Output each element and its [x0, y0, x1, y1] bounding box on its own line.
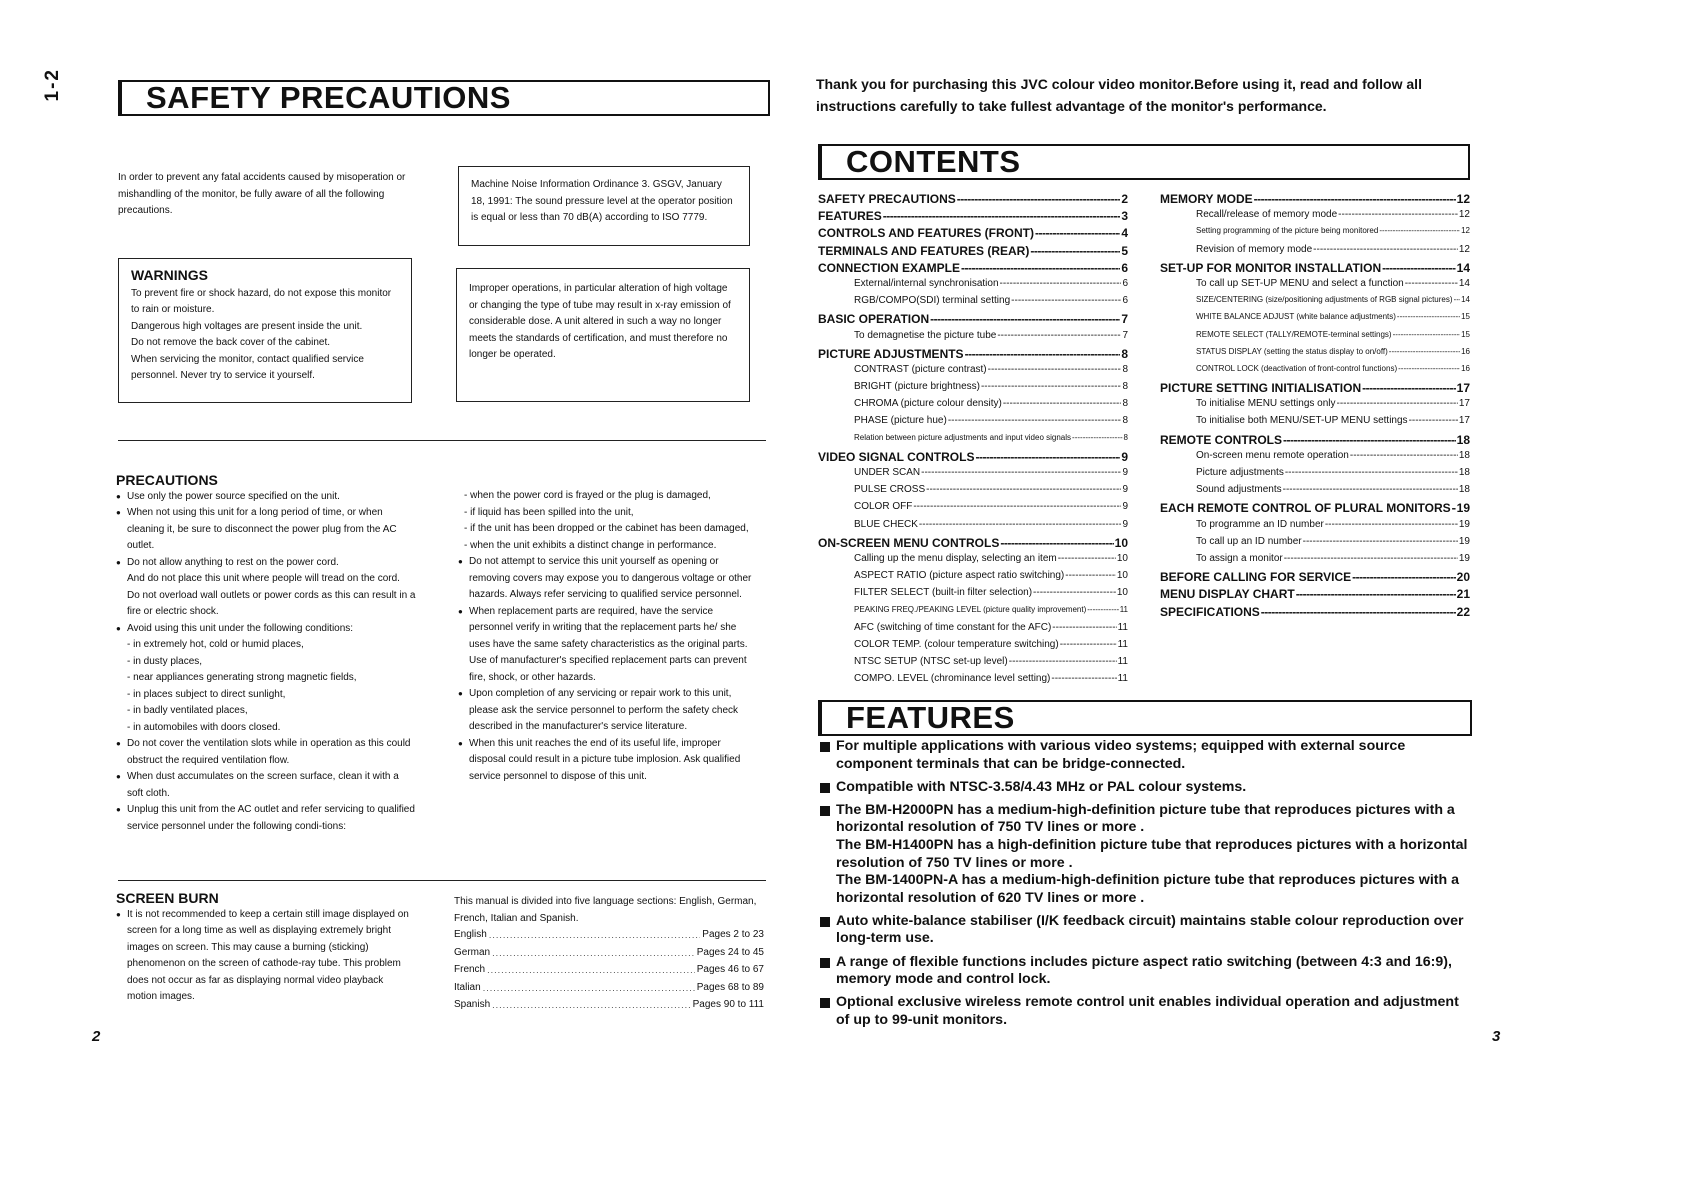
toc-page: 11 — [1117, 621, 1128, 633]
toc-subentry — [818, 622, 1128, 639]
page-number-left: 2 — [92, 1028, 101, 1045]
toc-page: 8 — [1121, 346, 1128, 361]
toc-entry — [818, 536, 1128, 553]
toc-subentry — [818, 570, 1128, 587]
language-pages: Pages 46 to 67 — [696, 964, 764, 975]
service-condition: - if the unit has been dropped or the cabinet has been damaged, — [464, 523, 749, 534]
toc-page: 16 — [1461, 363, 1470, 373]
toc-label: PHASE (picture hue) — [854, 415, 947, 427]
toc-page: 10 — [1116, 552, 1128, 564]
toc-leader — [1051, 673, 1116, 684]
toc-leader — [1261, 605, 1456, 619]
toc-subentry — [818, 587, 1128, 604]
toc-page: 9 — [1122, 501, 1128, 513]
precaution-item: ● Do not cover the ventilation slots while in operation as this could obstruct the required ventilation flow. — [116, 736, 416, 769]
language-pages: Pages 24 to 45 — [696, 946, 764, 958]
toc-leader — [1060, 639, 1117, 650]
toc-page: 18 — [1456, 432, 1470, 447]
toc-label: FILTER SELECT (built-in filter selection) — [854, 587, 1033, 599]
toc-leader — [1325, 519, 1458, 530]
toc-leader — [988, 364, 1122, 375]
toc-leader — [1011, 295, 1121, 306]
toc-leader — [948, 415, 1122, 426]
toc-page: 11 — [1117, 673, 1128, 685]
toc-subentry — [818, 295, 1128, 312]
toc-leader — [1052, 622, 1116, 633]
toc-label: Calling up the menu display, selecting an item — [854, 552, 1057, 564]
toc-leader — [1065, 570, 1116, 581]
page-number-right: 3 — [1492, 1028, 1501, 1045]
toc-label: To initialise both MENU/SET-UP MENU settings — [1196, 415, 1408, 427]
feature-item: A range of flexible functions includes picture aspect ratio switching (between 4:3 and 16:9), memory mode and control lock. — [818, 954, 1474, 989]
toc-subentry — [1160, 536, 1470, 553]
divider — [118, 880, 766, 881]
toc-label: To programme an ID number — [1196, 518, 1324, 530]
thank-you-text: Thank you for purchasing this JVC colour video monitor.Before using it, read and follow all instructions carefully to take fullest advantage of the monitor's performance. — [816, 76, 1422, 114]
toc-label: SAFETY PRECAUTIONS — [818, 192, 956, 206]
toc-label: ASPECT RATIO (picture aspect ratio switching) — [854, 570, 1065, 582]
toc-leader — [965, 347, 1121, 361]
toc-page: 22 — [1456, 604, 1470, 619]
toc-page: 10 — [1116, 587, 1128, 599]
toc-page: 9 — [1122, 518, 1128, 530]
language-row — [454, 980, 764, 998]
toc-leader — [957, 192, 1121, 206]
toc-entry — [818, 244, 1128, 261]
toc-leader — [1087, 605, 1118, 614]
language-name: German — [454, 946, 491, 958]
toc-page: 19 — [1456, 501, 1470, 516]
toc-page: 12 — [1458, 243, 1470, 255]
language-pages: Pages 90 to 111 — [692, 999, 764, 1010]
toc-page: 18 — [1458, 449, 1470, 461]
toc-leader — [975, 450, 1120, 464]
toc-column-right — [1160, 192, 1470, 622]
toc-label: Relation between picture adjustments and input video signals — [854, 432, 1072, 442]
toc-label: BASIC OPERATION — [818, 312, 930, 327]
toc-leader — [961, 261, 1120, 275]
warning-line: To prevent fire or shock hazard, do not expose this monitor to rain or moisture. — [131, 287, 392, 315]
toc-label: On-screen menu remote operation — [1196, 449, 1349, 461]
language-row — [454, 927, 764, 945]
toc-page: 17 — [1456, 381, 1470, 396]
toc-label: BRIGHT (picture brightness) — [854, 381, 980, 393]
toc-page: 18 — [1458, 484, 1470, 496]
toc-page: 6 — [1122, 295, 1128, 307]
toc-subentry — [1160, 467, 1470, 484]
language-name: Spanish — [454, 999, 491, 1010]
toc-subentry — [818, 381, 1128, 398]
precaution-item: ● When replacement parts are required, have the service personnel verify in writing that the replacement parts he/ she uses have the same safety characteristics as the original parts. Use of manufacturer's specified replacement parts can prevent fire, shock, or other hazards. — [458, 604, 758, 687]
toc-page: 5 — [1121, 243, 1128, 258]
toc-label: AFC (switching of time constant for the AFC) — [854, 621, 1052, 633]
toc-entry — [818, 261, 1128, 278]
condition-item: - in automobiles with doors closed. — [127, 721, 281, 733]
toc-subentry — [818, 415, 1128, 432]
screen-burn-text: ● It is not recommended to keep a certain still image displayed on screen for a long time as well as displaying extremely bright images on screen. This may cause a burning (sticking) phenomenon on the screen of cathode-ray tube. This problem does not occur as far as displaying normal video playback motion images. — [116, 907, 416, 1006]
features-title — [818, 700, 1472, 736]
language-sections — [454, 894, 764, 1015]
toc-page: 9 — [1122, 484, 1128, 496]
toc-page: 4 — [1121, 226, 1128, 241]
toc-leader — [883, 209, 1121, 223]
toc-page: 8 — [1122, 398, 1128, 410]
toc-leader — [1337, 398, 1458, 409]
screen-burn-section — [116, 890, 416, 1006]
toc-subentry — [818, 639, 1128, 656]
toc-page: 8 — [1123, 432, 1128, 442]
toc-page: 7 — [1121, 312, 1128, 327]
side-page-label: 1-2 — [42, 68, 63, 102]
toc-leader — [1313, 244, 1458, 255]
toc-entry — [818, 347, 1128, 364]
toc-entry — [1160, 605, 1470, 622]
toc-subentry — [818, 433, 1128, 450]
toc-leader — [1003, 398, 1122, 409]
divider — [118, 440, 766, 441]
safety-title-text: SAFETY PRECAUTIONS — [146, 80, 511, 115]
features-list — [818, 738, 1474, 1035]
toc-page: 8 — [1122, 415, 1128, 427]
toc-label: MEMORY MODE — [1160, 192, 1253, 206]
condition-item: - in dusty places, — [127, 655, 203, 667]
toc-page: 3 — [1121, 209, 1128, 224]
toc-page: 12 — [1458, 209, 1470, 221]
toc-label: REMOTE CONTROLS — [1160, 432, 1282, 447]
contents-title-text: CONTENTS — [846, 144, 1021, 179]
toc-subentry — [818, 484, 1128, 501]
toc-leader — [919, 519, 1122, 530]
toc-subentry — [818, 605, 1128, 622]
condition-item: - in places subject to direct sunlight, — [127, 688, 286, 700]
precaution-item: ● Avoid using this unit under the following conditions: — [116, 621, 416, 638]
toc-page: 9 — [1121, 449, 1128, 464]
toc-entry — [818, 192, 1128, 209]
toc-page: 19 — [1458, 552, 1470, 564]
toc-leader — [1382, 261, 1456, 275]
toc-subentry — [1160, 330, 1470, 347]
toc-page: 6 — [1122, 277, 1128, 289]
toc-label: UNDER SCAN — [854, 467, 921, 478]
toc-subentry — [818, 398, 1128, 415]
toc-label: BEFORE CALLING FOR SERVICE — [1160, 570, 1352, 585]
toc-subentry — [818, 673, 1128, 690]
toc-label: To initialise MENU settings only — [1196, 398, 1336, 410]
toc-leader — [1033, 587, 1116, 598]
toc-label: PULSE CROSS — [854, 484, 926, 496]
toc-label: CHROMA (picture colour density) — [854, 398, 1002, 410]
toc-page: 19 — [1458, 518, 1470, 530]
toc-entry — [1160, 587, 1470, 604]
toc-label: Picture adjustments — [1196, 467, 1284, 478]
toc-entry — [818, 226, 1128, 243]
precaution-subtext: And do not place this unit where people will tread on the cord. — [127, 573, 400, 584]
feature-model-line: The BM-H2000PN has a medium-high-definition picture tube that reproduces pictures with a horizontal resolution of 750 TV lines or more . — [836, 801, 1455, 836]
toc-subentry — [818, 553, 1128, 570]
toc-page: 9 — [1122, 467, 1128, 478]
toc-entry — [818, 450, 1128, 467]
toc-leader — [1000, 278, 1122, 289]
toc-entry — [818, 209, 1128, 226]
toc-leader — [1452, 501, 1456, 515]
precautions-continued — [458, 488, 758, 785]
condition-item: - near appliances generating strong magnetic fields, — [127, 672, 357, 683]
toc-entry — [1160, 433, 1470, 450]
toc-leader — [981, 381, 1121, 392]
toc-label: To call up SET-UP MENU and select a function — [1196, 277, 1404, 289]
precaution-item: ● When this unit reaches the end of its useful life, improper disposal could result in a picture tube implosion. Ask qualified service personnel to dispose of this unit. — [458, 736, 758, 786]
toc-subentry — [818, 467, 1128, 484]
feature-model-line: The BM-H1400PN has a high-definition picture tube that reproduces pictures with a horizontal resolution of 750 TV lines or more . — [836, 836, 1468, 871]
toc-page: 17 — [1458, 398, 1470, 410]
toc-page: 14 — [1461, 295, 1470, 305]
toc-subentry — [1160, 312, 1470, 329]
precautions-section — [116, 472, 416, 835]
toc-page: 7 — [1122, 329, 1128, 341]
toc-label: CONNECTION EXAMPLE — [818, 260, 961, 275]
toc-page: 10 — [1114, 535, 1128, 550]
toc-label: To demagnetise the picture tube — [854, 329, 997, 341]
precaution-item: ● Upon completion of any servicing or repair work to this unit, please ask the service personnel to perform the safety check described in the manufacturer's service literature. — [458, 686, 758, 736]
toc-leader — [930, 312, 1120, 326]
toc-subentry — [1160, 519, 1470, 536]
toc-leader — [1000, 536, 1113, 550]
toc-label: Sound adjustments — [1196, 484, 1282, 496]
feature-item — [818, 802, 1474, 908]
toc-page: 11 — [1119, 604, 1128, 614]
toc-leader — [1030, 244, 1120, 258]
toc-leader — [1296, 587, 1456, 601]
toc-leader — [1284, 553, 1458, 564]
improper-operation-box — [456, 268, 750, 402]
language-name: English — [454, 929, 487, 940]
toc-column-left — [818, 192, 1128, 690]
toc-page: 16 — [1461, 346, 1470, 356]
toc-entry — [1160, 570, 1470, 587]
toc-leader — [1398, 364, 1460, 373]
language-name: French — [454, 964, 486, 975]
toc-label: EACH REMOTE CONTROL OF PLURAL MONITORS — [1160, 501, 1451, 516]
screen-burn-heading: SCREEN BURN — [116, 890, 219, 906]
toc-page: 11 — [1117, 656, 1128, 668]
toc-page: 10 — [1116, 570, 1128, 582]
precaution-item: ● Use only the power source specified on the unit. — [116, 489, 416, 506]
toc-leader — [926, 484, 1121, 495]
toc-label: External/internal synchronisation — [854, 277, 999, 289]
precaution-item: ● When dust accumulates on the screen surface, clean it with a soft cloth. — [116, 769, 416, 802]
feature-model-line: The BM-1400PN-A has a medium-high-definition picture tube that reproduces pictures with a horizontal resolution of 620 TV lines or more . — [836, 872, 1460, 906]
toc-subentry — [1160, 226, 1470, 243]
toc-label: MENU DISPLAY CHART — [1160, 587, 1295, 602]
toc-leader — [1350, 450, 1458, 461]
toc-label: SPECIFICATIONS — [1160, 604, 1260, 619]
toc-label: RGB/COMPO(SDI) terminal setting — [854, 295, 1011, 307]
toc-page: 8 — [1122, 381, 1128, 393]
toc-page: 14 — [1456, 260, 1470, 275]
toc-subentry — [1160, 415, 1470, 432]
language-pages: Pages 2 to 23 — [702, 929, 764, 940]
toc-page: 19 — [1458, 535, 1470, 547]
toc-subentry — [818, 501, 1128, 518]
toc-leader — [1283, 433, 1456, 447]
toc-label: WHITE BALANCE ADJUST (white balance adjustments) — [1196, 312, 1396, 322]
feature-item: Compatible with NTSC-3.58/4.43 MHz or PAL colour systems. — [818, 779, 1474, 797]
safety-precautions-title — [118, 80, 770, 116]
language-row — [454, 997, 764, 1015]
toc-label: Recall/release of memory mode — [1196, 209, 1338, 221]
toc-page: 15 — [1461, 312, 1470, 322]
precaution-item: ● Unplug this unit from the AC outlet and refer servicing to qualified service personnel under the following condi-tions: — [116, 802, 416, 835]
toc-leader — [1405, 278, 1458, 289]
toc-page: 12 — [1461, 226, 1470, 236]
toc-label: COMPO. LEVEL (chrominance level setting) — [854, 673, 1051, 685]
language-name: Italian — [454, 981, 481, 993]
improper-notice-text: Improper operations, in particular alteration of high voltage or changing the type of tube may result in x-ray emission of considerable dose. A unit altered in such a way no longer meets the standards of certification, and must therefore no longer be operated. — [469, 283, 731, 360]
toc-leader — [1303, 536, 1458, 547]
toc-subentry — [1160, 295, 1470, 312]
toc-label: ON-SCREEN MENU CONTROLS — [818, 535, 1000, 550]
toc-leader — [1338, 209, 1458, 220]
language-row — [454, 962, 764, 980]
toc-page: 8 — [1122, 363, 1128, 375]
toc-subentry — [1160, 398, 1470, 415]
toc-leader — [1379, 226, 1460, 235]
toc-label: CONTROLS AND FEATURES (FRONT) — [818, 226, 1034, 241]
toc-page: 17 — [1458, 415, 1470, 427]
language-pages: Pages 68 to 89 — [696, 981, 764, 993]
toc-leader — [1035, 226, 1120, 240]
toc-label: COLOR OFF — [854, 501, 913, 513]
language-intro: This manual is divided into five language sections: English, German, French, Italian and Spanish. — [454, 896, 757, 924]
feature-item: For multiple applications with various video systems; equipped with external source component terminals that can be bridge-connected. — [818, 738, 1474, 773]
condition-item: - in badly ventilated places, — [127, 705, 248, 716]
toc-entry — [1160, 261, 1470, 278]
toc-leader — [1454, 295, 1461, 304]
toc-subentry — [1160, 450, 1470, 467]
toc-leader — [1397, 312, 1460, 321]
noise-notice-text: Machine Noise Information Ordinance 3. GSGV, January 18, 1991: The sound pressure level at the operator position is equal or less than 70 dB(A) according to ISO 7779. — [471, 179, 733, 223]
toc-subentry — [818, 278, 1128, 295]
toc-label: PICTURE ADJUSTMENTS — [818, 346, 964, 361]
safety-intro: In order to prevent any fatal accidents caused by misoperation or mishandling of the monitor, be fully aware of all the following precautions. — [118, 172, 406, 216]
toc-leader — [1283, 484, 1458, 495]
toc-subentry — [1160, 278, 1470, 295]
toc-leader — [1393, 330, 1460, 339]
toc-page: 12 — [1456, 192, 1470, 206]
toc-label: SET-UP FOR MONITOR INSTALLATION — [1160, 260, 1382, 275]
toc-leader — [1254, 192, 1456, 206]
warnings-heading: WARNINGS — [131, 267, 208, 283]
toc-entry — [1160, 501, 1470, 518]
warning-line: Dangerous high voltages are present inside the unit. — [131, 320, 363, 332]
toc-label: VIDEO SIGNAL CONTROLS — [818, 449, 975, 464]
toc-label: CONTROL LOCK (deactivation of front-control functions) — [1196, 363, 1398, 373]
toc-label: SIZE/CENTERING (size/positioning adjustments of RGB signal pictures) — [1196, 295, 1453, 305]
toc-label: To call up an ID number — [1196, 535, 1302, 547]
toc-entry — [1160, 192, 1470, 209]
toc-label: BLUE CHECK — [854, 518, 918, 530]
toc-label: Revision of memory mode — [1196, 243, 1313, 255]
toc-page: 15 — [1461, 329, 1470, 339]
toc-leader — [997, 330, 1121, 341]
toc-subentry — [818, 519, 1128, 536]
noise-notice-box — [458, 166, 750, 246]
toc-page: 11 — [1117, 638, 1128, 650]
toc-subentry — [1160, 244, 1470, 261]
toc-leader — [1285, 467, 1458, 478]
toc-label: NTSC SETUP (NTSC set-up level) — [854, 656, 1008, 668]
precaution-item: ● Do not allow anything to rest on the power cord. — [116, 555, 416, 572]
toc-subentry — [1160, 347, 1470, 364]
feature-item: Auto white-balance stabiliser (I/K feedback circuit) maintains stable colour reproduction over long-term use. — [818, 913, 1474, 948]
toc-entry — [818, 312, 1128, 329]
toc-leader — [1009, 656, 1117, 667]
toc-subentry — [1160, 364, 1470, 381]
toc-leader — [1352, 570, 1456, 584]
warning-line: When servicing the monitor, contact qualified service personnel. Never try to service it yourself. — [131, 353, 364, 381]
toc-subentry — [1160, 484, 1470, 501]
toc-subentry — [818, 364, 1128, 381]
toc-leader — [1058, 553, 1116, 564]
toc-page: 6 — [1121, 260, 1128, 275]
service-condition: - if liquid has been spilled into the unit, — [464, 506, 634, 518]
toc-label: PEAKING FREQ./PEAKING LEVEL (picture quality improvement) — [854, 604, 1087, 614]
precautions-heading: PRECAUTIONS — [116, 472, 218, 488]
toc-leader — [1072, 433, 1123, 442]
condition-item: - in extremely hot, cold or humid places, — [127, 639, 304, 650]
toc-label: FEATURES — [818, 209, 882, 224]
toc-label: PICTURE SETTING INITIALISATION — [1160, 381, 1362, 396]
warning-line: Do not remove the back cover of the cabinet. — [131, 337, 330, 348]
toc-leader — [921, 467, 1121, 478]
toc-leader — [913, 501, 1121, 512]
toc-label: COLOR TEMP. (colour temperature switching) — [854, 638, 1059, 650]
toc-page: 18 — [1458, 467, 1470, 478]
toc-label: To assign a monitor — [1196, 552, 1283, 564]
toc-label: TERMINALS AND FEATURES (REAR) — [818, 243, 1030, 258]
warnings-box — [118, 258, 412, 403]
toc-leader — [1389, 347, 1460, 356]
feature-item: Optional exclusive wireless remote control unit enables individual operation and adjustment of up to 99-unit monitors. — [818, 994, 1474, 1029]
toc-page: 20 — [1456, 570, 1470, 585]
toc-leader — [1409, 415, 1458, 426]
toc-label: CONTRAST (picture contrast) — [854, 363, 987, 375]
precaution-item: ● When not using this unit for a long period of time, or when cleaning it, be sure to disconnect the power plug from the AC outlet. — [116, 505, 416, 555]
contents-title — [818, 144, 1470, 180]
toc-page: 2 — [1121, 192, 1128, 206]
toc-subentry — [1160, 553, 1470, 570]
toc-subentry — [1160, 209, 1470, 226]
service-condition: - when the power cord is frayed or the plug is damaged, — [464, 490, 711, 501]
toc-label: Setting programming of the picture being monitored — [1196, 226, 1379, 236]
toc-label: STATUS DISPLAY (setting the status display to on/off) — [1196, 346, 1388, 356]
features-title-text: FEATURES — [846, 700, 1015, 735]
precaution-item: ● Do not attempt to service this unit yourself as opening or removing covers may expose you to dangerous voltage or other hazards. Always refer servicing to qualified service personnel. — [458, 554, 758, 604]
language-row — [454, 945, 764, 963]
toc-label: REMOTE SELECT (TALLY/REMOTE-terminal settings) — [1196, 329, 1392, 339]
precaution-subtext: Do not overload wall outlets or power cords as this can result in a fire or electric shock. — [127, 589, 416, 617]
toc-page: 14 — [1458, 277, 1470, 289]
toc-subentry — [818, 330, 1128, 347]
toc-entry — [1160, 381, 1470, 398]
toc-subentry — [818, 656, 1128, 673]
toc-page: 21 — [1456, 587, 1470, 602]
service-condition: - when the unit exhibits a distinct change in performance. — [464, 539, 717, 551]
toc-leader — [1362, 381, 1456, 395]
